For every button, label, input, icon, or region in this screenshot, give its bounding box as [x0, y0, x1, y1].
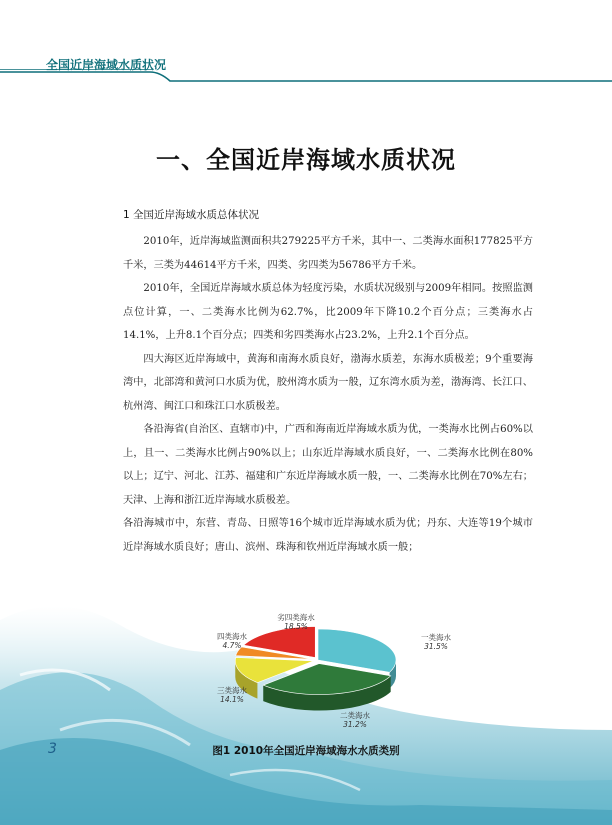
water-quality-pie-chart: [0, 580, 612, 825]
pie-slice-name-label: 四类海水: [217, 632, 247, 641]
paragraph: 各沿海省(自治区、直辖市)中，广西和海南近岸海域水质为优，一类海水比例占60%以上，且一、二类海水比例占90%以上；山东近岸海域水质良好，一、二类海水比例在80%以上；辽宁、河北、江苏、福建和广东近岸海域水质一般，一、二类海水比例在70%左右；天津、上海和浙江近岸海域水质极差。: [123, 424, 533, 506]
pie-slice-name-label: 劣四类海水: [277, 613, 315, 622]
pie-slice-name-label: 二类海水: [340, 711, 370, 720]
paragraph: 各沿海城市中，东营、青岛、日照等16个城市近岸海域水质为优；丹东、大连等19个城市近岸海域水质良好；唐山、滨州、珠海和钦州近岸海域水质一般；: [123, 518, 533, 553]
pie-slice-value-label: 18.5%: [284, 622, 308, 631]
body-text: [123, 230, 533, 559]
chapter-title: 一、全国近岸海域水质状况: [156, 145, 456, 174]
page-number: 3: [48, 741, 57, 757]
paragraph: 2010年，全国近岸海域水质总体为轻度污染，水质状况级别与2009年相同。按照监测点位计算，一、二类海水比例为62.7%，比2009年下降10.2个百分点；三类海水占14.1%，上升8.1个百分点；四类和劣四类海水占23.2%，上升2.1个百分点。: [123, 283, 533, 341]
pie-slice-name-label: 一类海水: [421, 633, 451, 642]
pie-slice-value-label: 4.7%: [222, 641, 242, 650]
section-heading: 1 全国近岸海域水质总体状况: [123, 209, 260, 221]
running-header-title: 全国近岸海域水质状况: [46, 58, 167, 72]
pie-slice-value-label: 31.2%: [343, 720, 367, 729]
pie-slice-value-label: 31.5%: [424, 642, 448, 651]
pie-slice-value-label: 14.1%: [220, 695, 244, 704]
figure-caption: 图1 2010年全国近岸海域海水水质类别: [212, 745, 400, 757]
header-rule: [0, 68, 612, 82]
paragraph: 四大海区近岸海域中，黄海和南海水质良好，渤海水质差，东海水质极差；9个重要海湾中，北部湾和黄河口水质为优，胶州湾水质为一般，辽东湾水质为差，渤海湾、长江口、杭州湾、闽江口和珠江口水质极差。: [123, 353, 533, 412]
pie-slice-name-label: 三类海水: [217, 686, 247, 695]
paragraph: 2010年，近岸海域监测面积共279225平方千米，其中一、二类海水面积177825平方千米，三类为44614平方千米，四类、劣四类为56786平方千米。: [123, 236, 533, 271]
